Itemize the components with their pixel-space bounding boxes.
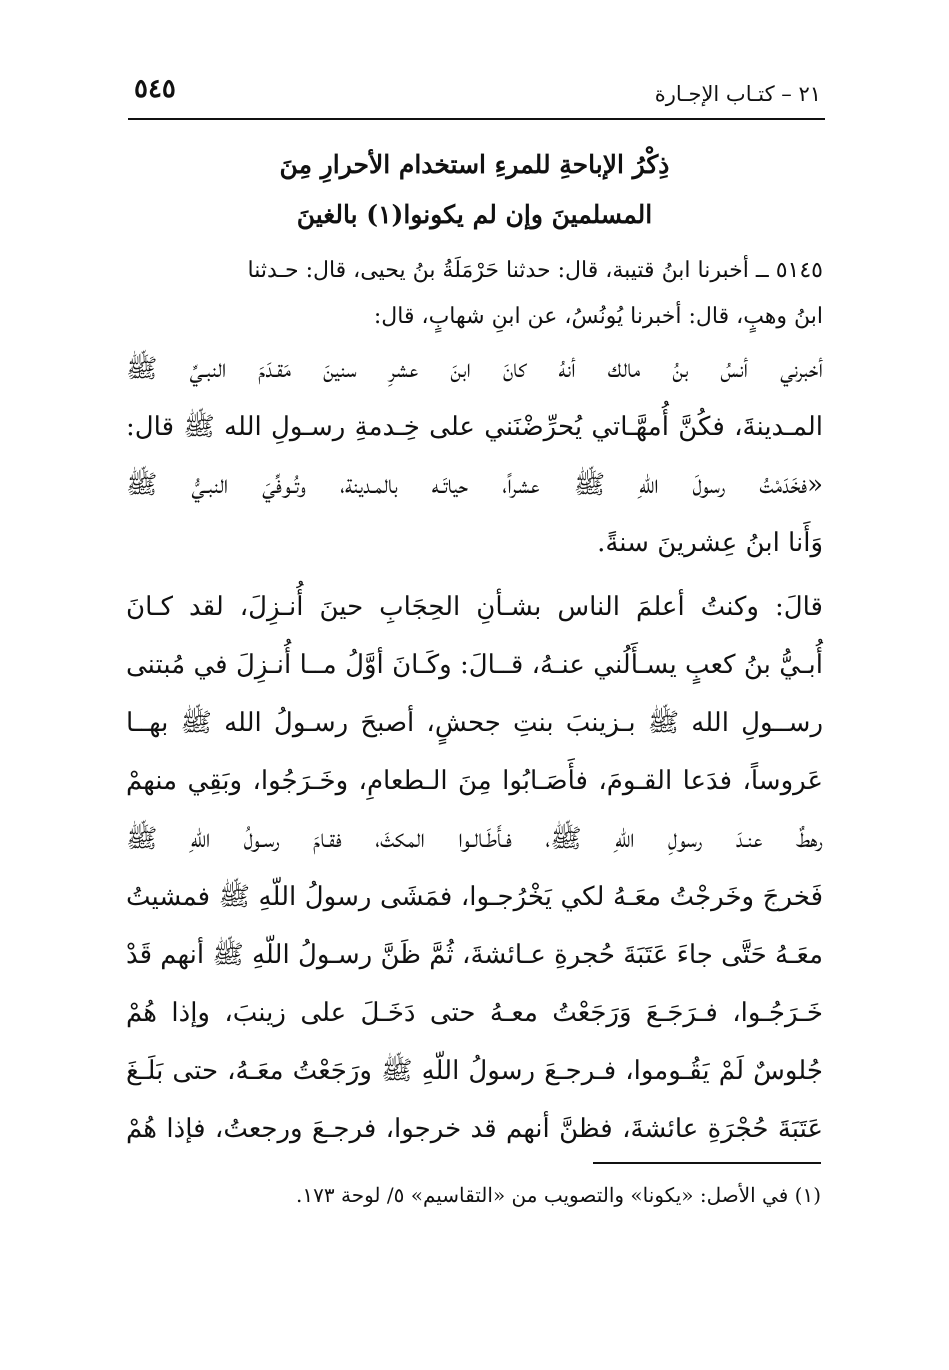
isnad-line-2: ابنُ وهبٍ، قال: أخبرنا يُونُسُ، عن ابنِ شهابٍ، قال: xyxy=(373,304,823,329)
paragraph-2-line: قالَ: وكنتُ أعلمَ الناس بشـأنِ الحِجَابِ حينَ أُنـزِلَ، لقد كـانَ xyxy=(126,592,823,622)
page-header xyxy=(128,68,821,112)
paragraph-2-line: جُلوسٌ لَمْ يَقُـوموا، فـرجـعَ رسولُ اللّهِ ﷺ ورَجَعْتُ معَـهُ، حتى بَلَـغَ xyxy=(126,1056,823,1086)
paragraph-2-line: عَتَبَةَ حُجْرَةِ عائشةَ، فظنَّ أنهم قد خرجوا، فرجـعَ ورجعتُ، فإذا هُمْ xyxy=(126,1114,823,1144)
paragraph-1 xyxy=(126,340,823,572)
paragraph-2-line: فَخرجَ وخَرجْتُ معَـهُ لكي يَخْرُجـوا، فمَشَى رسولُ اللّهِ ﷺ فمشيتُ xyxy=(126,882,823,912)
isnad-line-1: ٥١٤٥ ــ أخبرنا ابنُ قتيبة، قال: حدثنا حَرْمَلَةُ بنُ يحيى، قال: حـدثنا xyxy=(247,258,823,283)
paragraph-2-line: أُبـيُّ بنُ كعبٍ يسـأَلُني عنـهُ، قــالَ: وكَـانَ أوَّلُ مــا أُنـزِلَ في مُبتنى xyxy=(126,650,823,680)
running-head: ٢١ – كتـاب الإجـارة xyxy=(654,82,821,106)
paragraph-1-line: «فخَدَمْتُ رسولَ اللّهِ ﷺ عشراً، حياتَـه بالمـدينة، وتُـوفِّيَ النبـيُّ ﷺ xyxy=(126,470,823,500)
paragraph-2-line: عَروساً، فدَعا القـومَ، فأَصَـابُوا مِنَ الـطعامِ، وخَـرَجُوا، وبَقِي منهمْ xyxy=(126,766,823,796)
footnote: (١) في الأصل: «يكونا» والتصويب من «التقاسيم» ٥/ لوحة ١٧٣. xyxy=(296,1183,821,1207)
paragraph-2-line: معَـهُ حَتَّى جاءَ عَتَبَةَ حُجرةِ عـائشةَ، ثُمَّ ظَنَّ رسـولُ اللّهِ ﷺ أنهم قَدْ xyxy=(125,940,823,970)
chapter-title-line-1: ذِكْرُ الإباحةِ للمرءِ استخدام الأحرارِ مِنَ xyxy=(279,150,670,179)
page-number: ٥٤٥ xyxy=(134,74,176,104)
paragraph-2-line: خَـرَجُـوا، فـرَجَـعَ وَرَجَعْتُ معـهُ حتى دَخَـلَ على زينبَ، وإذا هُمْ xyxy=(126,998,823,1028)
chapter-title-line-2: المسلمينَ وإن لم يكونوا(١) بالغينَ xyxy=(296,200,653,229)
paragraph-1-line: المـدينةَ، فكُنَّ أُمهَّـاتي يُحرِّضْنَني على خِـدمةِ رسـولِ الله ﷺ قال: xyxy=(126,412,823,442)
hadith-isnad xyxy=(126,248,823,340)
paragraph-1-line: أخبرني أنسُ بنُ مالك أنهُ كانَ ابنَ عشرِ سنينَ مَقـدَمَ النبـيِّ ﷺ xyxy=(126,354,823,384)
paragraph-2-line: رهطٌ عنـدَ رسولِ اللّهِ ﷺ، فـأَطَـالـوا المكثَ، فقـامَ رسـولُ اللّهِ ﷺ xyxy=(126,824,823,854)
paragraph-2-line: رســولِ الله ﷺ بـزينبَ بنتِ جحشٍ، أصبحَ رسـولُ الله ﷺ بهــا xyxy=(126,708,823,738)
paragraph-2 xyxy=(126,578,823,1158)
footnote-divider xyxy=(593,1162,821,1164)
header-divider xyxy=(128,118,825,120)
paragraph-1-line: وَأَنا ابنُ عِشرينَ سنةً. xyxy=(597,528,823,558)
chapter-title xyxy=(128,140,821,240)
